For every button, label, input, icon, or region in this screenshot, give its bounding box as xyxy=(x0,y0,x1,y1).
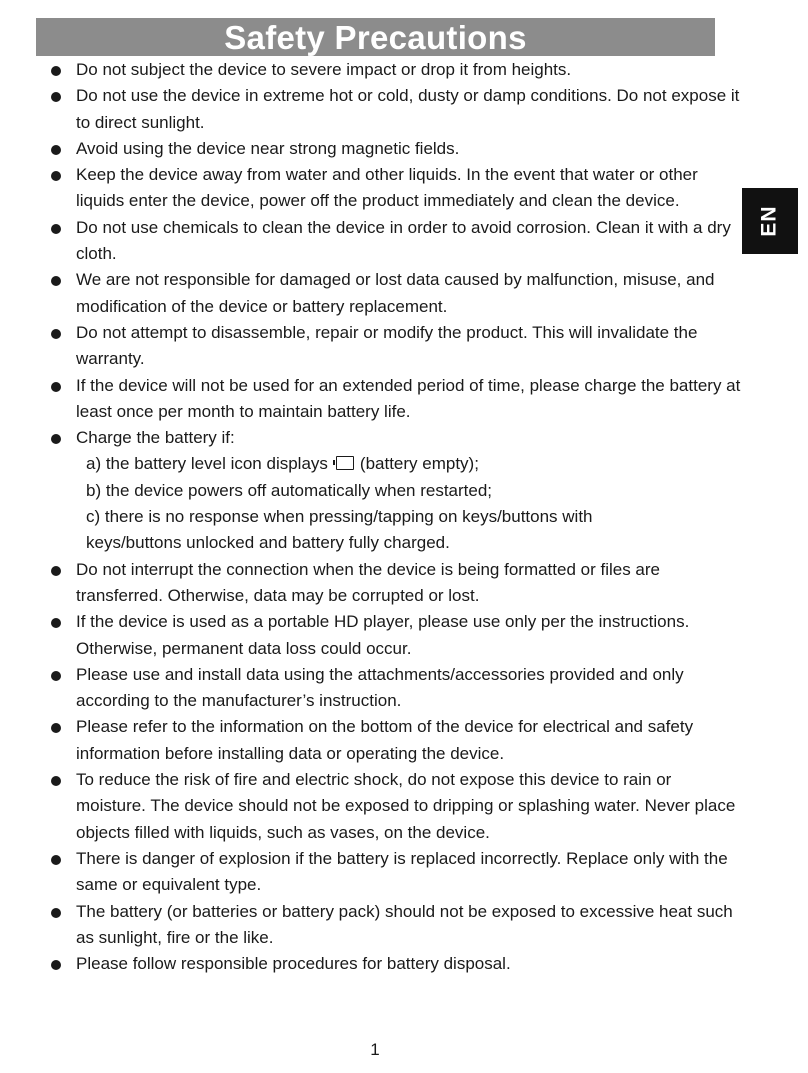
page-number: 1 xyxy=(370,1040,380,1059)
charge-lead: Charge the battery if: xyxy=(76,428,235,448)
bullet-icon xyxy=(51,145,61,155)
battery-empty-icon xyxy=(336,456,354,470)
bullet-icon xyxy=(51,618,61,628)
list-item xyxy=(0,767,742,846)
bullet-icon xyxy=(51,671,61,681)
precaution-text: If the device is used as a portable HD player, please use only per the instructions. Otherwise, permanent data loss could occur. xyxy=(76,612,690,658)
precaution-text: If the device will not be used for an extended period of time, please charge the battery at least once per month to maintain battery life. xyxy=(76,375,741,421)
precaution-text: Do not use the device in extreme hot or cold, dusty or damp conditions. Do not expose it to direct sunlight. xyxy=(76,86,740,132)
bullet-icon xyxy=(51,276,61,286)
list-item-charge-battery xyxy=(0,425,742,556)
list-item xyxy=(0,662,742,715)
bullet-icon xyxy=(51,855,61,865)
bullet-icon xyxy=(51,434,61,444)
bullet-icon xyxy=(51,566,61,576)
precaution-text: Do not attempt to disassemble, repair or modify the product. This will invalidate the warranty. xyxy=(76,322,698,369)
charge-condition-c-continued: keys/buttons unlocked and battery fully charged. xyxy=(86,533,450,553)
title-bar xyxy=(36,18,715,56)
precaution-text: We are not responsible for damaged or lost data caused by malfunction, misuse, and modification of the device or battery replacement. xyxy=(76,270,715,316)
list-item xyxy=(0,899,742,952)
bullet-icon xyxy=(51,960,61,970)
charge-condition-a-text: a) the battery level icon displays xyxy=(86,454,328,474)
precaution-text: Please follow responsible procedures for battery disposal. xyxy=(76,954,511,974)
precaution-text: There is danger of explosion if the battery is replaced incorrectly. Replace only with the same or equivalent type. xyxy=(76,848,728,895)
bullet-icon xyxy=(51,66,61,76)
charge-condition-a-suffix: (battery empty); xyxy=(359,454,479,474)
list-item xyxy=(0,267,742,320)
precaution-text: The battery (or batteries or battery pack) should not be exposed to excessive heat such as sunlight, fire or the like. xyxy=(76,901,733,947)
bullet-icon xyxy=(51,92,61,102)
precaution-text: To reduce the risk of fire and electric shock, do not expose this device to rain or moisture. The device should not be exposed to dripping or splashing water. Never place objects filled with liquids, such as vases, on the device. xyxy=(76,770,736,842)
list-item xyxy=(0,320,742,373)
bullet-icon xyxy=(51,776,61,786)
bullet-icon xyxy=(51,723,61,733)
list-item xyxy=(0,373,742,426)
precaution-text: Do not interrupt the connection when the device is being formatted or files are transferred. Otherwise, data may be corrupted or lost. xyxy=(76,559,661,605)
precaution-text: Do not use chemicals to clean the device in order to avoid corrosion. Clean it with a dry cloth. xyxy=(76,217,731,264)
bullet-icon xyxy=(51,224,61,234)
precautions-list xyxy=(0,57,742,977)
list-item xyxy=(0,83,742,136)
precaution-text: Keep the device away from water and other liquids. In the event that water or other liquids enter the device, power off the product immediately and clean the device. xyxy=(76,165,698,211)
bullet-icon xyxy=(51,382,61,392)
list-item xyxy=(0,162,742,215)
page-title: Safety Precautions xyxy=(224,19,527,56)
charge-condition-c: c) there is no response when pressing/tapping on keys/buttons with xyxy=(86,507,593,527)
list-item xyxy=(0,215,742,268)
charge-condition-a xyxy=(76,451,742,477)
precaution-text: Do not subject the device to severe impact or drop it from heights. xyxy=(76,60,572,79)
precaution-text: Avoid using the device near strong magnetic fields. xyxy=(76,138,460,158)
list-item xyxy=(0,136,742,162)
list-item xyxy=(0,57,742,83)
precaution-text: Please use and install data using the attachments/accessories provided and only according to the manufacturer’s instruction. xyxy=(76,664,684,711)
list-item xyxy=(0,609,742,662)
bullet-icon xyxy=(51,908,61,918)
list-item xyxy=(0,557,742,610)
bullet-icon xyxy=(51,171,61,181)
charge-condition-b: b) the device powers off automatically when restarted; xyxy=(86,480,493,500)
list-item xyxy=(0,846,742,899)
bullet-icon xyxy=(51,329,61,339)
language-tab-label: EN xyxy=(758,205,781,237)
list-item xyxy=(0,714,742,767)
list-item xyxy=(0,951,742,977)
precaution-text: Please refer to the information on the bottom of the device for electrical and safety information before installing data or operating the device. xyxy=(76,717,694,763)
language-tab xyxy=(742,188,798,254)
